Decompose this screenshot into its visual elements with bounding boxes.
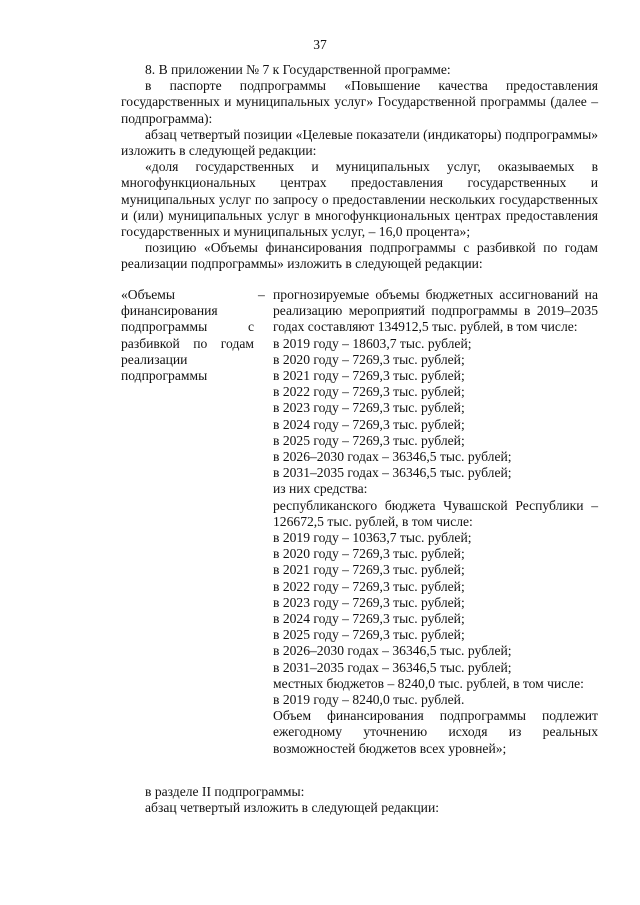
list-item: в 2031–2035 годах – 36346,5 тыс. рублей; <box>273 465 512 481</box>
list-item: в 2025 году – 7269,3 тыс. рублей; <box>273 627 465 643</box>
financing-details <box>273 287 598 757</box>
local-budget-2019: в 2019 году – 8240,0 тыс. рублей. <box>273 692 465 708</box>
list-item: в 2022 году – 7269,3 тыс. рублей; <box>273 578 465 594</box>
years-republic-list <box>273 530 598 708</box>
list-item: в 2026–2030 годах – 36346,5 тыс. рублей; <box>273 449 512 465</box>
list-item: в 2023 году – 7269,3 тыс. рублей; <box>273 400 465 416</box>
list-item: в 2031–2035 годах – 36346,5 тыс. рублей; <box>273 659 512 675</box>
list-item: в 2021 году – 7269,3 тыс. рублей; <box>273 368 465 384</box>
list-item: в 2022 году – 7269,3 тыс. рублей; <box>273 384 465 400</box>
list-item: в 2019 году – 18603,7 тыс. рублей; <box>273 335 472 351</box>
list-item: в 2026–2030 годах – 36346,5 тыс. рублей; <box>273 643 512 659</box>
republic-budget: республиканского бюджета Чувашской Республики – 126672,5 тыс. рублей, в том числе: <box>273 497 598 529</box>
financing-note: Объем финансирования подпрограммы подлежит ежегодному уточнению исходя из реальных возможностей бюджетов всех уровней»; <box>273 708 598 756</box>
list-item: в 2025 году – 7269,3 тыс. рублей; <box>273 432 465 448</box>
list-item: в 2024 году – 7269,3 тыс. рублей; <box>273 611 465 627</box>
section-ii-paragraph: в разделе II подпрограммы: <box>145 784 305 799</box>
intro-section <box>121 62 598 273</box>
list-item: в 2021 году – 7269,3 тыс. рублей; <box>273 562 465 578</box>
local-budget: местных бюджетов – 8240,0 тыс. рублей, в том числе: <box>273 675 584 691</box>
page-number: 37 <box>313 37 327 52</box>
list-item: в 2023 году – 7269,3 тыс. рублей; <box>273 594 465 610</box>
sources-label: из них средства: <box>273 481 368 497</box>
list-item: в 2020 году – 7269,3 тыс. рублей; <box>273 351 465 367</box>
indicator-text: «доля государственных и муниципальных услуг, оказываемых в многофункциональных центрах предоставления государственных и муниципальных услуг по запросу о предоставлении нескольких государственных и (или) муниципальных услуг в многофункциональных центрах предоставления государственных и муниципальных услуг, – 16,0 процента»; <box>121 159 598 240</box>
list-item: в 2019 году – 10363,7 тыс. рублей; <box>273 530 472 546</box>
outro-section <box>121 784 598 816</box>
item-heading: 8. В приложении № 7 к Государственной программе: <box>145 62 451 77</box>
separator-dash: – <box>258 287 265 302</box>
financing-total: прогнозируемые объемы бюджетных ассигнований на реализацию мероприятий подпрограммы в 2019–2035 годах составляют 134912,5 тыс. рублей, в том числе: <box>273 287 598 335</box>
indicator-paragraph: абзац четвертый позиции «Целевые показатели (индикаторы) подпрограммы» изложить в следующей редакции: <box>121 126 598 159</box>
list-item: в 2024 году – 7269,3 тыс. рублей; <box>273 416 465 432</box>
financing-label: «Объемы финансирования подпрограммы с разбивкой по годам реализации подпрограммы <box>121 287 254 384</box>
years-total-list <box>273 336 598 498</box>
financing-paragraph: позицию «Объемы финансирования подпрограммы с разбивкой по годам реализации подпрограммы» изложить в следующей редакции: <box>121 240 598 272</box>
passport-paragraph: в паспорте подпрограммы «Повышение качества предоставления государственных и муниципальных услуг» Государственной программы (далее – подпрограмма): <box>121 78 598 126</box>
list-item: в 2020 году – 7269,3 тыс. рублей; <box>273 546 465 562</box>
paragraph-four-instruction: абзац четвертый изложить в следующей редакции: <box>145 800 440 816</box>
